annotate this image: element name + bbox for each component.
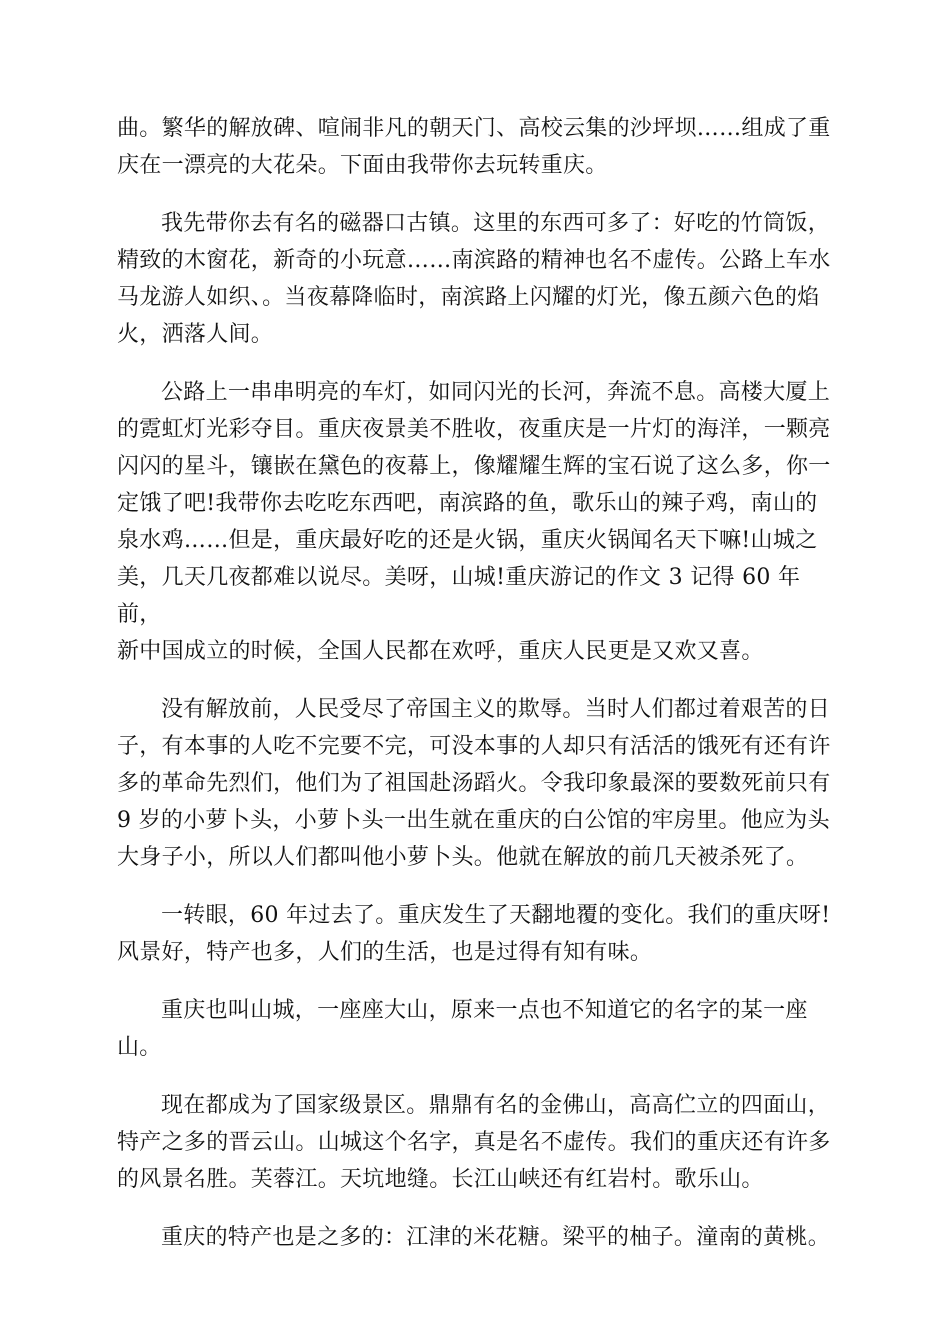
paragraph-line: 特产之多的晋云山。山城这个名字，真是名不虚传。我们的重庆还有许多	[117, 1130, 831, 1155]
paragraph-line: 马龙游人如织、。当夜幕降临时，南滨路上闪耀的灯光，像五颜六色的焰	[117, 285, 820, 310]
paragraph	[117, 992, 837, 1066]
paragraph-line: 火，洒落人间。	[117, 322, 274, 347]
paragraph-line: 9 岁的小萝卜头，小萝卜头一出生就在重庆的白公馆的牢房里。他应为头	[117, 808, 830, 833]
paragraph	[117, 691, 837, 876]
paragraph-line: 曲。繁华的解放碑、喧闹非凡的朝天门、高校云集的沙坪坝……组成了重	[117, 116, 831, 141]
paragraph-line: 重庆的特产也是之多的：江津的米花糖。梁平的柚子。潼南的黄桃。	[161, 1225, 831, 1250]
paragraph-line: 子，有本事的人吃不完要不完，可没本事的人却只有活活的饿死有还有许	[117, 734, 831, 759]
paragraph-line: 重庆也叫山城，一座座大山，原来一点也不知道它的名字的某一座	[161, 998, 808, 1023]
paragraph-line: 庆在一漂亮的大花朵。下面由我带你去玩转重庆。	[117, 153, 608, 178]
paragraph	[117, 1219, 837, 1256]
paragraph-line: 的风景名胜。芙蓉江。天坑地缝。长江山峡还有红岩村。歌乐山。	[117, 1167, 764, 1192]
paragraph-line: 公路上一串串明亮的车灯，如同闪光的长河，奔流不息。高楼大厦上	[161, 380, 831, 405]
paragraph-line: 定饿了吧!我带你去吃吃东西吧，南滨路的鱼，歌乐山的辣子鸡，南山的	[117, 491, 818, 516]
paragraph-line: 大身子小，所以人们都叫他小萝卜头。他就在解放的前几天被杀死了。	[117, 845, 809, 870]
paragraph-line: 泉水鸡……但是，重庆最好吃的还是火锅，重庆火锅闻名天下嘛!山城之	[117, 528, 818, 553]
paragraph	[117, 897, 837, 971]
paragraph	[117, 1087, 837, 1198]
paragraph	[117, 374, 837, 670]
paragraph-line: 没有解放前，人民受尽了帝国主义的欺辱。当时人们都过着艰苦的日	[161, 697, 831, 722]
paragraph-line: 美，几天几夜都难以说尽。美呀，山城!重庆游记的作文 3 记得 60 年前，	[117, 565, 801, 627]
paragraph	[117, 205, 837, 353]
paragraph-line: 的霓虹灯光彩夺目。重庆夜景美不胜收，夜重庆是一片灯的海洋，一颗亮	[117, 417, 831, 442]
paragraph	[117, 110, 837, 184]
document-body	[117, 110, 837, 1256]
paragraph-line: 精致的木窗花，新奇的小玩意……南滨路的精神也名不虚传。公路上车水	[117, 248, 831, 273]
paragraph-line: 现在都成为了国家级景区。鼎鼎有名的金佛山，高高伫立的四面山，	[161, 1093, 831, 1118]
paragraph-line: 新中国成立的时候，全国人民都在欢呼，重庆人民更是又欢又喜。	[117, 639, 764, 664]
paragraph-line: 闪闪的星斗，镶嵌在黛色的夜幕上，像耀耀生辉的宝石说了这么多，你一	[117, 454, 831, 479]
paragraph-line: 风景好，特产也多，人们的生活，也是过得有知有味。	[117, 940, 653, 965]
paragraph-line: 多的革命先烈们，他们为了祖国赴汤蹈火。令我印象最深的要数死前只有	[117, 771, 831, 796]
paragraph-line: 一转眼，60 年过去了。重庆发生了天翻地覆的变化。我们的重庆呀!	[161, 903, 831, 928]
paragraph-line: 我先带你去有名的磁器口古镇。这里的东西可多了：好吃的竹筒饭，	[161, 211, 831, 236]
paragraph-line: 山。	[117, 1035, 162, 1060]
